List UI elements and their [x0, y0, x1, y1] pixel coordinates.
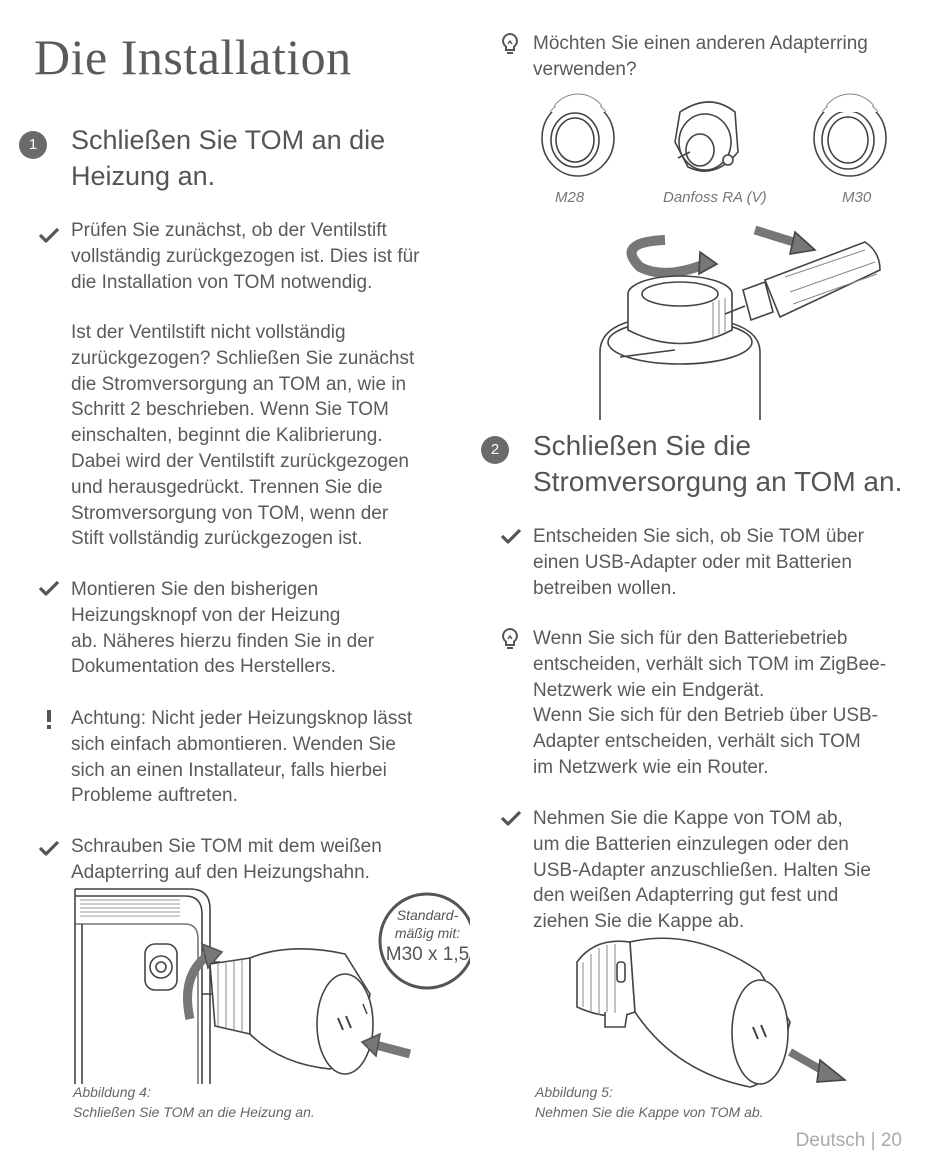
- footer-separator: |: [870, 1130, 876, 1151]
- caption-line: Schließen Sie TOM an die Heizung an.: [73, 1104, 315, 1120]
- text-line: die Installation von TOM notwendig.: [71, 271, 373, 293]
- instruction-text: [71, 834, 382, 886]
- text-line: den weißen Adapterring gut fest und: [533, 885, 839, 907]
- check-icon: [499, 523, 523, 547]
- adapter-rings-illustration: [530, 92, 900, 182]
- step-1-heading: [71, 122, 385, 194]
- text-line: zurückgezogen? Schließen Sie zunächst: [71, 347, 415, 369]
- figure-5-caption: [535, 1082, 764, 1122]
- step-2-heading-line: Stromversorgung an TOM an.: [533, 466, 903, 497]
- text-line: im Netzwerk wie ein Router.: [533, 756, 769, 778]
- text-line: Entscheiden Sie sich, ob Sie TOM über: [533, 526, 864, 547]
- text-line: Adapter entscheiden, verhält sich TOM: [533, 731, 861, 753]
- page-number: 20: [880, 1130, 902, 1151]
- text-line: Schritt 2 beschrieben. Wenn Sie TOM: [71, 399, 389, 421]
- check-icon: [37, 575, 61, 599]
- step-number-1: 1: [19, 131, 47, 159]
- text-line: Wenn Sie sich für den Betrieb über USB-: [533, 705, 878, 727]
- text-line: Probleme auftreten.: [71, 785, 238, 807]
- page-title: Die Installation: [34, 29, 352, 85]
- text-line: USB-Adapter anzuschließen. Halten Sie: [533, 859, 871, 881]
- badge-thread-size: M30 x 1,5: [385, 944, 470, 965]
- lightbulb-icon: [498, 32, 522, 56]
- step-2-heading: [533, 428, 902, 500]
- caption-line: Abbildung 4:: [73, 1084, 151, 1100]
- step-number-2: 2: [481, 436, 509, 464]
- text-line: Schrauben Sie TOM mit dem weißen: [71, 836, 382, 857]
- exclamation-icon: [37, 707, 61, 731]
- text-line: ziehen Sie die Kappe ab.: [533, 911, 745, 933]
- text-line: Dokumentation des Herstellers.: [71, 656, 337, 678]
- lightbulb-icon: [498, 627, 522, 651]
- footer-language: Deutsch: [795, 1130, 866, 1151]
- instruction-text: [71, 218, 420, 295]
- text-line: vollständig zurückgezogen ist. Dies ist für: [71, 245, 420, 267]
- text-line: Heizungsknopf von der Heizung: [71, 604, 341, 626]
- text-line: Nehmen Sie die Kappe von TOM ab,: [533, 808, 843, 829]
- standard-badge: [380, 906, 475, 968]
- ring-label-m28: M28: [555, 189, 585, 206]
- text-line: Montieren Sie den bisherigen: [71, 579, 319, 600]
- step-2-heading-line: Schließen Sie die: [533, 430, 751, 461]
- text-line: die Stromversorgung an TOM an, wie in: [71, 373, 407, 395]
- text-line: sich einfach abmontieren. Wenden Sie: [71, 733, 396, 755]
- check-icon: [37, 222, 61, 246]
- text-line: einen USB-Adapter oder mit Batterien: [533, 551, 852, 573]
- text-line: Stift vollständig zurückgezogen ist.: [71, 528, 363, 550]
- text-line: Dabei wird der Ventilstift zurückgezogen: [71, 450, 409, 472]
- caption-line: Nehmen Sie die Kappe von TOM ab.: [535, 1104, 764, 1120]
- step-1-heading-line: Heizung an.: [71, 161, 216, 191]
- step-1-heading-line: Schließen Sie TOM an die: [71, 125, 386, 155]
- figure-5-illustration: [565, 932, 855, 1092]
- warning-text: [71, 706, 412, 809]
- instruction-text: [71, 320, 414, 552]
- badge-line: Standard-: [396, 907, 459, 923]
- screwdriver-illustration: [595, 222, 885, 422]
- text-line: Ist der Ventilstift nicht vollständig: [71, 322, 346, 343]
- check-icon: [37, 835, 61, 859]
- tip-text: [533, 626, 886, 781]
- instruction-text: [533, 524, 864, 601]
- text-line: Achtung: Nicht jeder Heizungsknop lässt: [71, 708, 413, 729]
- ring-label-m30: M30: [842, 189, 872, 206]
- text-line: entscheiden, verhält sich TOM im ZigBee-: [533, 653, 887, 675]
- instruction-text: [71, 577, 374, 680]
- text-line: Prüfen Sie zunächst, ob der Ventilstift: [71, 220, 387, 241]
- text-line: und herausgedrückt. Trennen Sie die: [71, 476, 383, 498]
- text-line: um die Batterien einzulegen oder den: [533, 833, 849, 855]
- figure-4-caption: [73, 1082, 315, 1122]
- text-line: Möchten Sie einen anderen Adapterring: [533, 33, 868, 54]
- text-line: verwenden?: [533, 58, 637, 80]
- text-line: Wenn Sie sich für den Batteriebetrieb: [533, 628, 848, 649]
- text-line: betreiben wollen.: [533, 577, 677, 599]
- ring-label-danfoss: Danfoss RA (V): [663, 189, 767, 206]
- text-line: Netzwerk wie ein Endgerät.: [533, 679, 765, 701]
- check-icon: [499, 805, 523, 829]
- tip-text: [533, 31, 868, 83]
- text-line: sich an einen Installateur, falls hierbei: [71, 759, 387, 781]
- instruction-text: [533, 806, 871, 935]
- text-line: Adapterring auf den Heizungshahn.: [71, 861, 370, 883]
- text-line: ab. Näheres hierzu finden Sie in der: [71, 630, 375, 652]
- badge-line: mäßig mit:: [394, 925, 461, 941]
- caption-line: Abbildung 5:: [535, 1084, 613, 1100]
- text-line: einschalten, beginnt die Kalibrierung.: [71, 425, 383, 447]
- text-line: Stromversorgung von TOM, wenn der: [71, 502, 389, 524]
- page-footer: [796, 1130, 902, 1152]
